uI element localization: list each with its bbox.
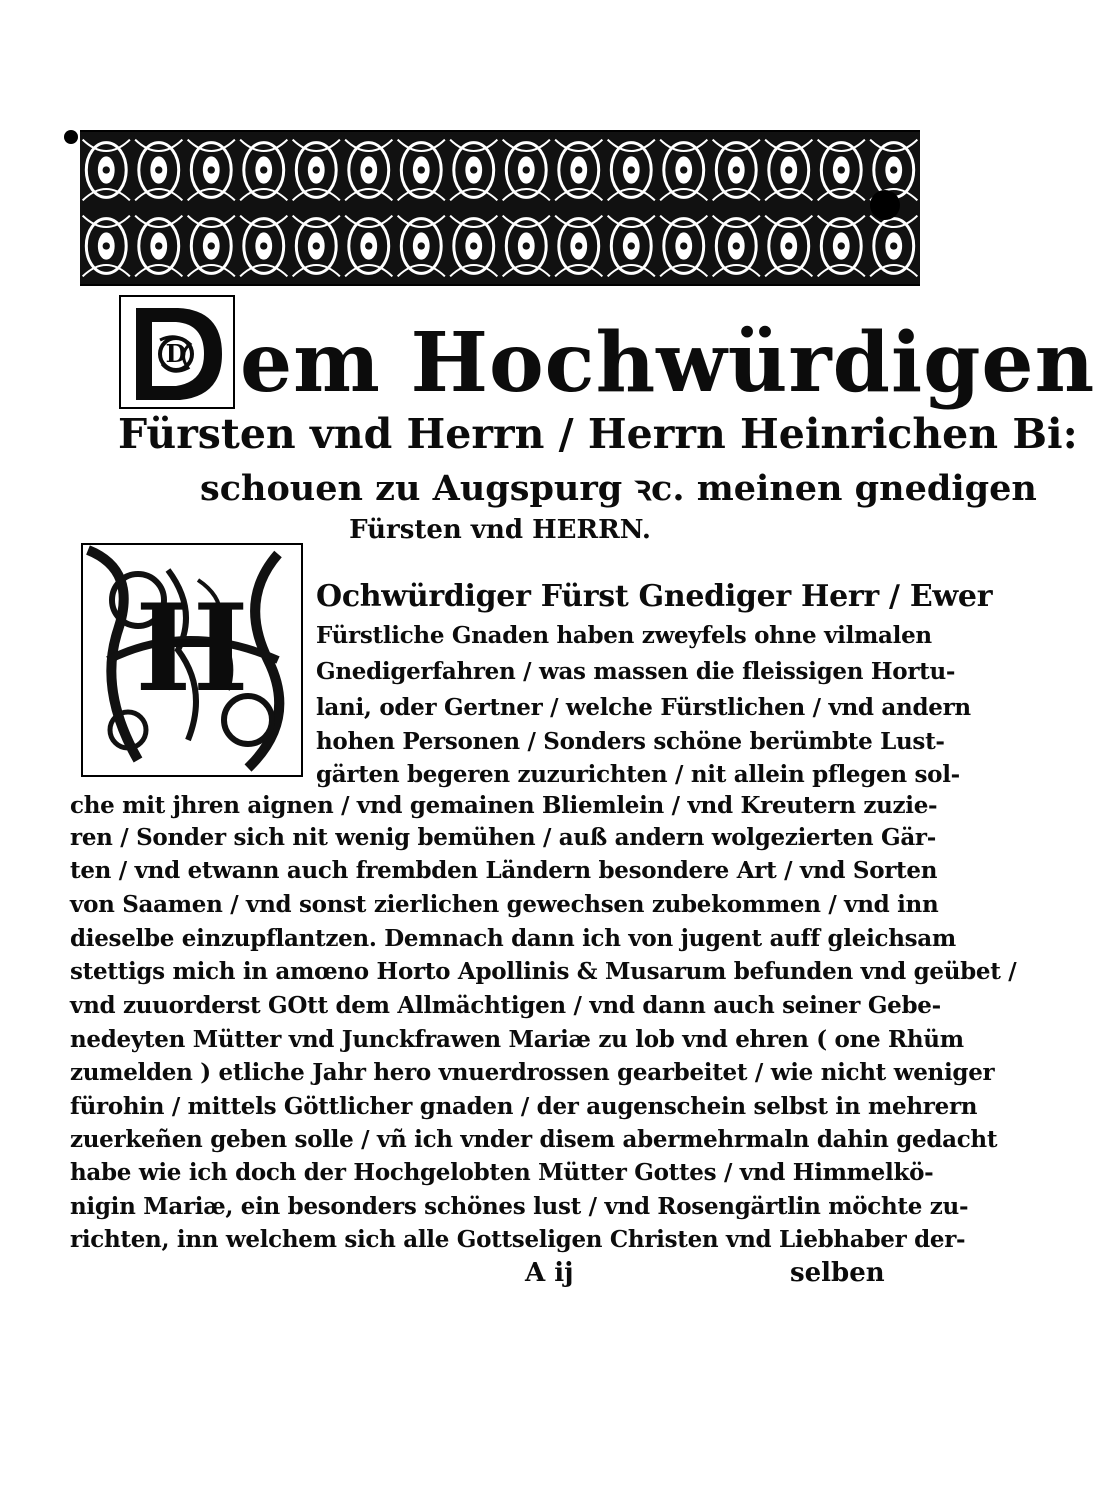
body-line: richten, inn welchem sich alle Gottseligen Christen vnd Liebhaber der-	[70, 1226, 966, 1253]
ornament-motif	[713, 140, 760, 201]
ornament-motif	[818, 216, 865, 277]
body-line: lani, oder Gertner / welche Fürstlichen / vnd andern	[316, 694, 971, 721]
body-line: Gnedigerfahren / was massen die fleissigen Hortu-	[316, 658, 956, 685]
ornament-motif	[135, 216, 182, 277]
ornament-motif	[450, 216, 497, 277]
ornament-motif	[240, 216, 287, 277]
body-line: ren / Sonder sich nit wenig bemühen / auß andern wolgezierten Gär-	[70, 824, 936, 851]
initial-h-letter: H	[135, 578, 249, 719]
body-line: vnd zuuorderst GOtt dem Allmächtigen / vnd dann auch seiner Gebe-	[70, 992, 941, 1019]
ornament-motif	[608, 140, 655, 201]
ornament-motif	[608, 216, 655, 277]
ornament-motif	[240, 140, 287, 201]
ornament-motif	[188, 140, 235, 201]
decorated-initial-d	[118, 292, 236, 412]
ornament-motif	[765, 140, 812, 201]
ornament-motif	[713, 216, 760, 277]
body-line: hohen Personen / Sonders schöne berümbte Lust-	[316, 728, 945, 755]
ornament-motif	[398, 216, 445, 277]
body-line: dieselbe einzupflantzen. Demnach dann ich von jugent auff gleichsam	[70, 925, 956, 952]
ornament-motif	[345, 140, 392, 201]
body-line: zuerkeñen geben solle / vñ ich vnder disem abermehrmaln dahin gedacht	[70, 1126, 998, 1153]
ornamental-header-band	[80, 130, 920, 286]
body-line: ten / vnd etwann auch frembden Ländern besondere Art / vnd Sorten	[70, 857, 938, 884]
ornament-motif	[660, 216, 707, 277]
body-line: von Saamen / vnd sonst zierlichen gewechsen zubekommen / vnd inn	[70, 891, 939, 918]
body-line: che mit jhren aignen / vnd gemainen Bliemlein / vnd Kreutern zuzie-	[70, 792, 938, 819]
ornament-motif	[555, 216, 602, 277]
body-line: Fürstliche Gnaden haben zweyfels ohne vilmalen	[316, 622, 932, 649]
title-line-2: Fürsten vnd Herrn / Herrn Heinrichen Bi:	[118, 410, 1078, 458]
decorated-initial-h	[78, 540, 306, 780]
ornament-motif	[503, 216, 550, 277]
body-line: habe wie ich doch der Hochgelobten Mütter Gottes / vnd Himmelkö-	[70, 1159, 934, 1186]
title-line-4: Fürsten vnd HERRN.	[349, 515, 651, 545]
ornament-dot-left	[64, 130, 78, 144]
ornament-motif	[870, 216, 917, 277]
ornament-motif	[503, 140, 550, 201]
ornament-motif	[345, 216, 392, 277]
body-line: stettigs mich in amœno Horto Apollinis & Musarum befunden vnd geübet /	[70, 958, 1017, 985]
ornament-motif	[450, 140, 497, 201]
ornament-pattern	[80, 132, 920, 284]
body-line: gärten begeren zuzurichten / nit allein pflegen sol-	[316, 761, 960, 788]
ornament-motif	[765, 216, 812, 277]
ornament-motif	[293, 140, 340, 201]
ornament-motif	[188, 216, 235, 277]
body-line: nedeyten Mütter vnd Junckfrawen Mariæ zu lob vnd ehren ( one Rhüm	[70, 1026, 964, 1053]
ornament-motif	[555, 140, 602, 201]
signature-mark: A ij	[525, 1258, 574, 1288]
ornament-motif	[83, 140, 130, 201]
ornament-motif	[83, 216, 130, 277]
ornament-motif	[818, 140, 865, 201]
title-text-line-1: em Hochwürdigen	[240, 315, 1095, 411]
body-line: nigin Mariæ, ein besonders schönes lust / vnd Rosengärtlin möchte zu-	[70, 1193, 969, 1220]
title-line-3: schouen zu Augspurg ꝛc. meinen gnedigen	[200, 468, 1037, 509]
initial-d-letter: D	[165, 339, 187, 368]
ornament-motif	[398, 140, 445, 201]
title-line-1	[118, 282, 1095, 412]
catchword: selben	[790, 1258, 885, 1288]
body-line: zumelden ) etliche Jahr hero vnuerdrossen gearbeitet / wie nicht weniger	[70, 1059, 995, 1086]
body-line: fürohin / mittels Göttlicher gnaden / der augenschein selbst in mehrern	[70, 1093, 978, 1120]
body-line: Ochwürdiger Fürst Gnediger Herr / Ewer	[316, 579, 993, 614]
ornament-motif	[135, 140, 182, 201]
ornament-motif	[293, 216, 340, 277]
ornament-dot-right	[870, 190, 900, 220]
ornament-motif	[660, 140, 707, 201]
